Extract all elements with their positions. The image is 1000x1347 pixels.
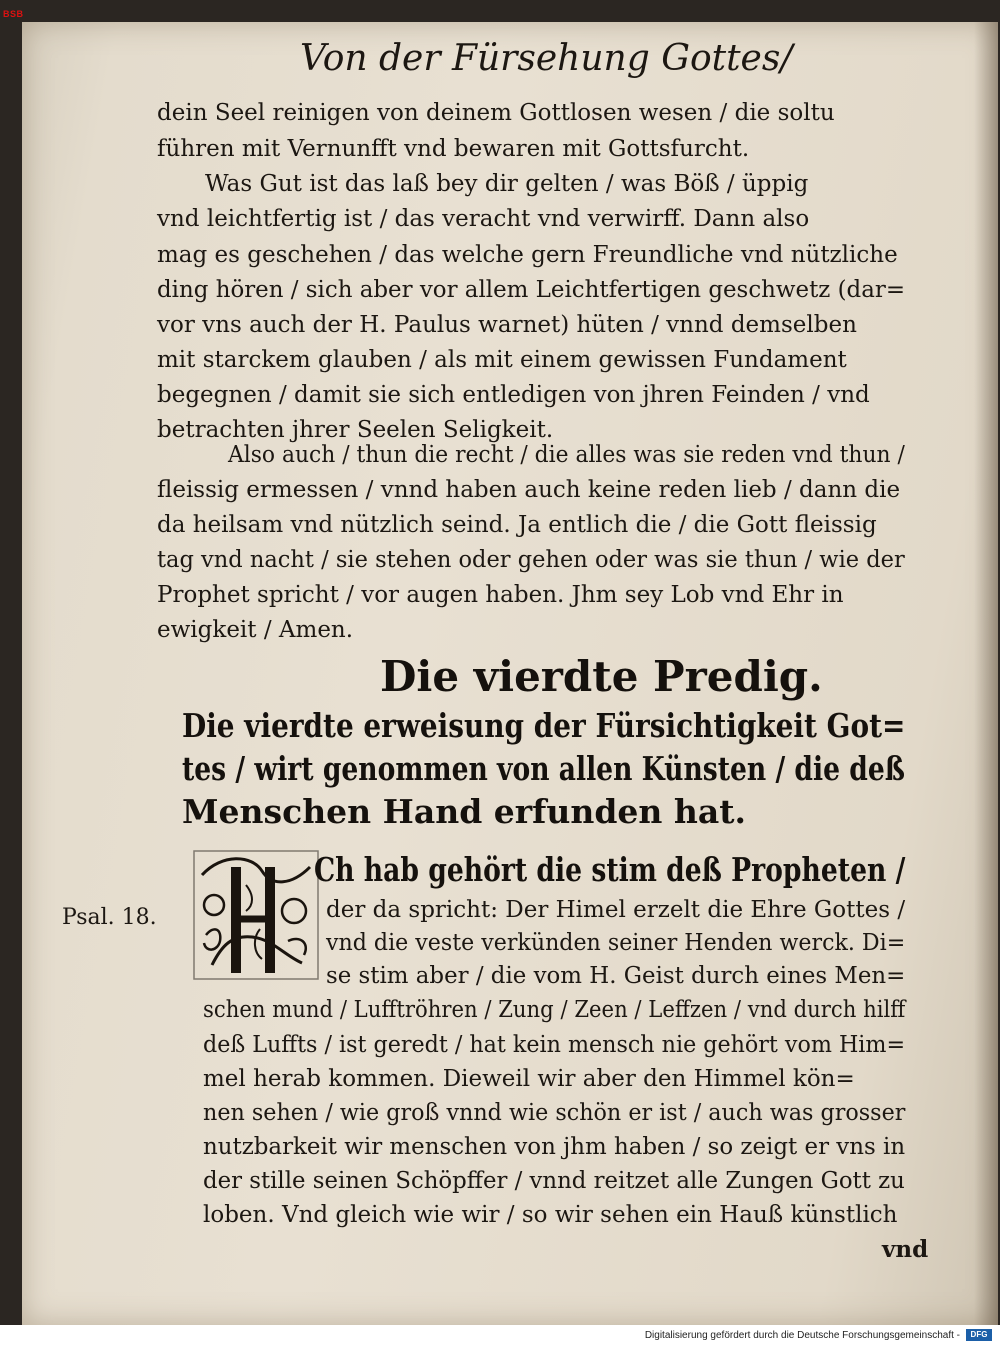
text-line: der stille seinen Schöpffer / vnnd reitzet alle Zungen Gott zu: [203, 1168, 905, 1194]
text-line: Was Gut ist das laß bey dir gelten / was Böß / üppig: [205, 171, 809, 197]
text-line: vnd die veste verkünden seiner Henden werck. Di=: [326, 930, 906, 956]
text-line: nutzbarkeit wir menschen von jhm haben / so zeigt er vns in: [203, 1134, 906, 1160]
text-line: nen sehen / wie groß vnnd wie schön er ist / auch was grosser: [203, 1100, 906, 1126]
sermon-subheading-line: Die vierdte erweisung der Fürsichtigkeit Got=: [182, 706, 906, 745]
margin-note: Psal. 18.: [62, 905, 157, 930]
text-line: da heilsam vnd nützlich seind. Ja entlich die / die Gott fleissig: [157, 512, 877, 538]
text-line: mit starckem glauben / als mit einem gewissen Fundament: [157, 347, 847, 373]
sermon-heading: Die vierdte Predig.: [380, 652, 823, 701]
text-line: se stim aber / die vom H. Geist durch eines Men=: [326, 963, 906, 989]
text-line: vnd leichtfertig ist / das veracht vnd verwirff. Dann also: [157, 206, 810, 232]
text-line: dein Seel reinigen von deinem Gottlosen wesen / die soltu: [157, 100, 835, 126]
text-line: Also auch / thun die recht / die alles was sie reden vnd thun /: [228, 442, 905, 468]
sermon-lead-line: Ch hab gehört die stim deß Propheten /: [314, 850, 906, 889]
text-line: mag es geschehen / das welche gern Freundliche vnd nützliche: [157, 242, 898, 268]
text-line: schen mund / Lufftröhren / Zung / Zeen / Leffzen / vnd durch hilff: [203, 997, 906, 1023]
text-line: fleissig ermessen / vnnd haben auch keine reden lieb / dann die: [157, 477, 901, 503]
text-line: führen mit Vernunfft vnd bewaren mit Gottsfurcht.: [157, 136, 750, 162]
sermon-subheading-line: tes / wirt genommen von allen Künsten / die deß: [182, 749, 905, 788]
text-line: begegnen / damit sie sich entledigen von jhren Feinden / vnd: [157, 382, 870, 408]
catchword: vnd: [882, 1236, 929, 1263]
text-line: mel herab kommen. Dieweil wir aber den Himmel kön=: [203, 1066, 855, 1092]
sermon-subheading-line: Menschen Hand erfunden hat.: [182, 792, 746, 831]
text-line: loben. Vnd gleich wie wir / so wir sehen ein Hauß künstlich: [203, 1202, 898, 1228]
library-mark: BSB: [3, 9, 24, 19]
decorated-initial-icon: [192, 845, 320, 985]
text-line: Prophet spricht / vor augen haben. Jhm sey Lob vnd Ehr in: [157, 582, 844, 608]
text-line: deß Luffts / ist geredt / hat kein mensch nie gehört vom Him=: [203, 1032, 906, 1058]
text-line: der da spricht: Der Himel erzelt die Ehre Gottes /: [326, 897, 906, 923]
text-line: ewigkeit / Amen.: [157, 617, 354, 643]
text-line: betrachten jhrer Seelen Seligkeit.: [157, 417, 554, 443]
text-line: tag vnd nacht / sie stehen oder gehen oder was sie thun / wie der: [157, 547, 905, 573]
running-head: Von der Fürsehung Gottes/: [300, 38, 793, 79]
text-line: vor vns auch der H. Paulus warnet) hüten / vnnd demselben: [157, 312, 857, 338]
text-line: ding hören / sich aber vor allem Leichtfertigen geschwetz (dar=: [157, 277, 906, 303]
footer-credit: Digitalisierung gefördert durch die Deutsche Forschungsgemeinschaft -: [644, 1330, 960, 1341]
page-fold-shadow: [974, 22, 998, 1325]
dfg-logo: DFG: [966, 1329, 992, 1341]
